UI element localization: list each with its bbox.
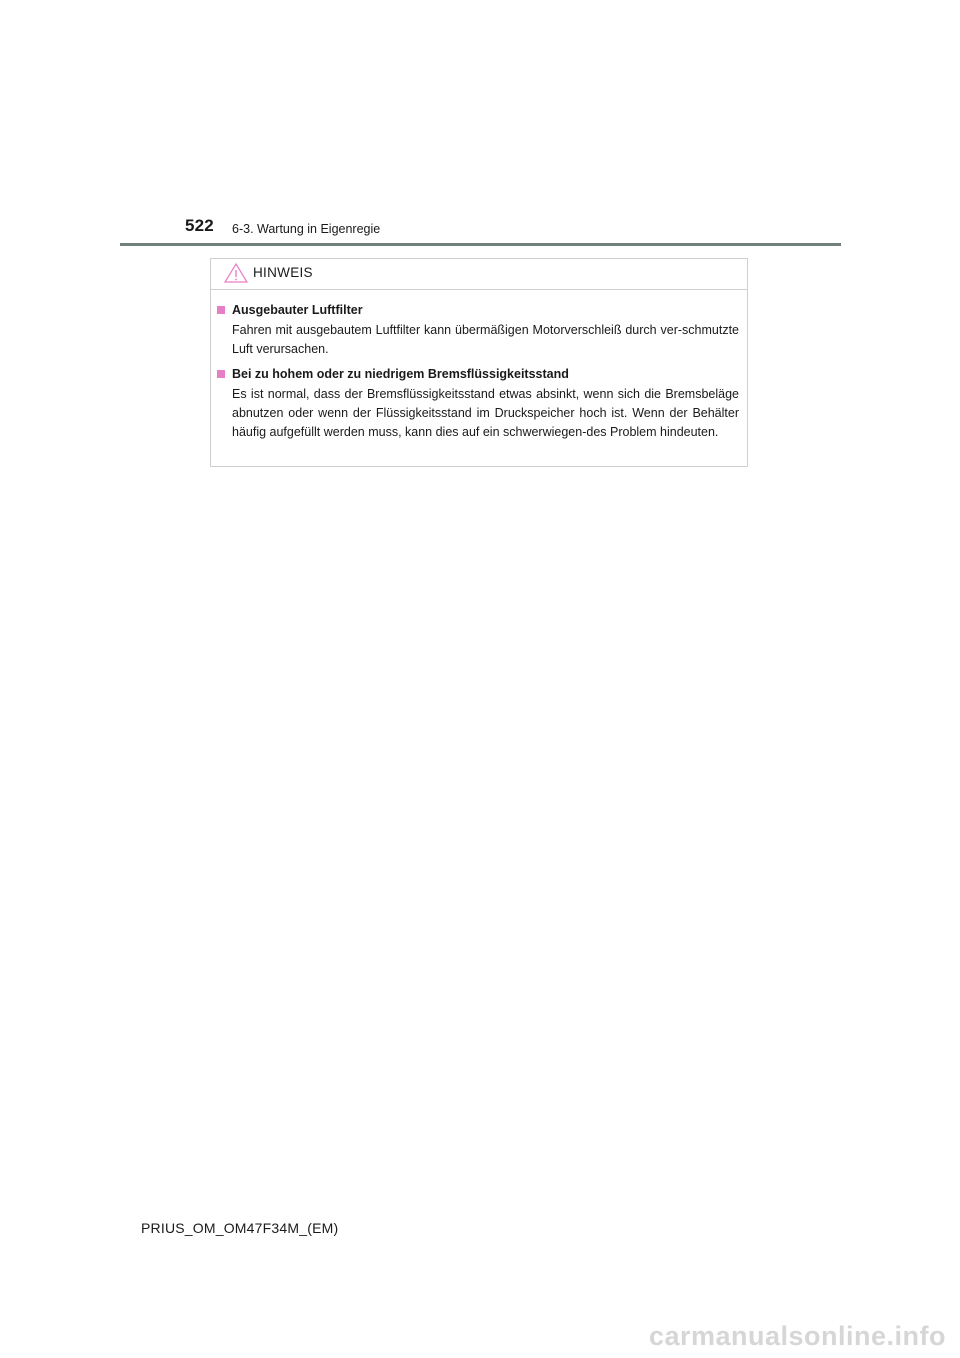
warning-triangle-icon — [223, 262, 249, 284]
square-bullet-icon — [217, 306, 225, 314]
notice-item — [217, 365, 739, 442]
notice-item-text: Fahren mit ausgebautem Luftfilter kann übermäßigen Motorverschleiß durch ver-schmutzte Luft verursachen. — [232, 323, 739, 356]
page-number: 522 — [185, 216, 214, 235]
watermark: carmanualsonline.info — [648, 1321, 946, 1351]
notice-item — [217, 301, 739, 359]
header-divider — [120, 243, 841, 246]
section-title: 6-3. Wartung in Eigenregie — [232, 222, 381, 236]
notice-box — [210, 258, 748, 467]
document-code: PRIUS_OM_OM47F34M_(EM) — [141, 1220, 339, 1236]
notice-item-heading: Ausgebauter Luftfilter — [232, 302, 363, 317]
notice-header — [211, 259, 747, 290]
notice-item-heading: Bei zu hohem oder zu niedrigem Bremsflüssigkeitsstand — [232, 366, 569, 381]
notice-item-heading-row — [217, 365, 739, 382]
notice-item-heading-row — [217, 301, 739, 318]
notice-body — [211, 290, 747, 442]
notice-title: HINWEIS — [253, 265, 313, 280]
notice-item-text: Es ist normal, dass der Bremsflüssigkeitsstand etwas absinkt, wenn sich die Bremsbeläge abnutzen oder wenn der Flüssigkeitsstand im Druckspeicher hoch ist. Wenn der Behälter häufig aufgefüllt werden muss, kann dies auf ein schwerwiegen-des Problem hindeuten. — [232, 387, 739, 439]
square-bullet-icon — [217, 370, 225, 378]
